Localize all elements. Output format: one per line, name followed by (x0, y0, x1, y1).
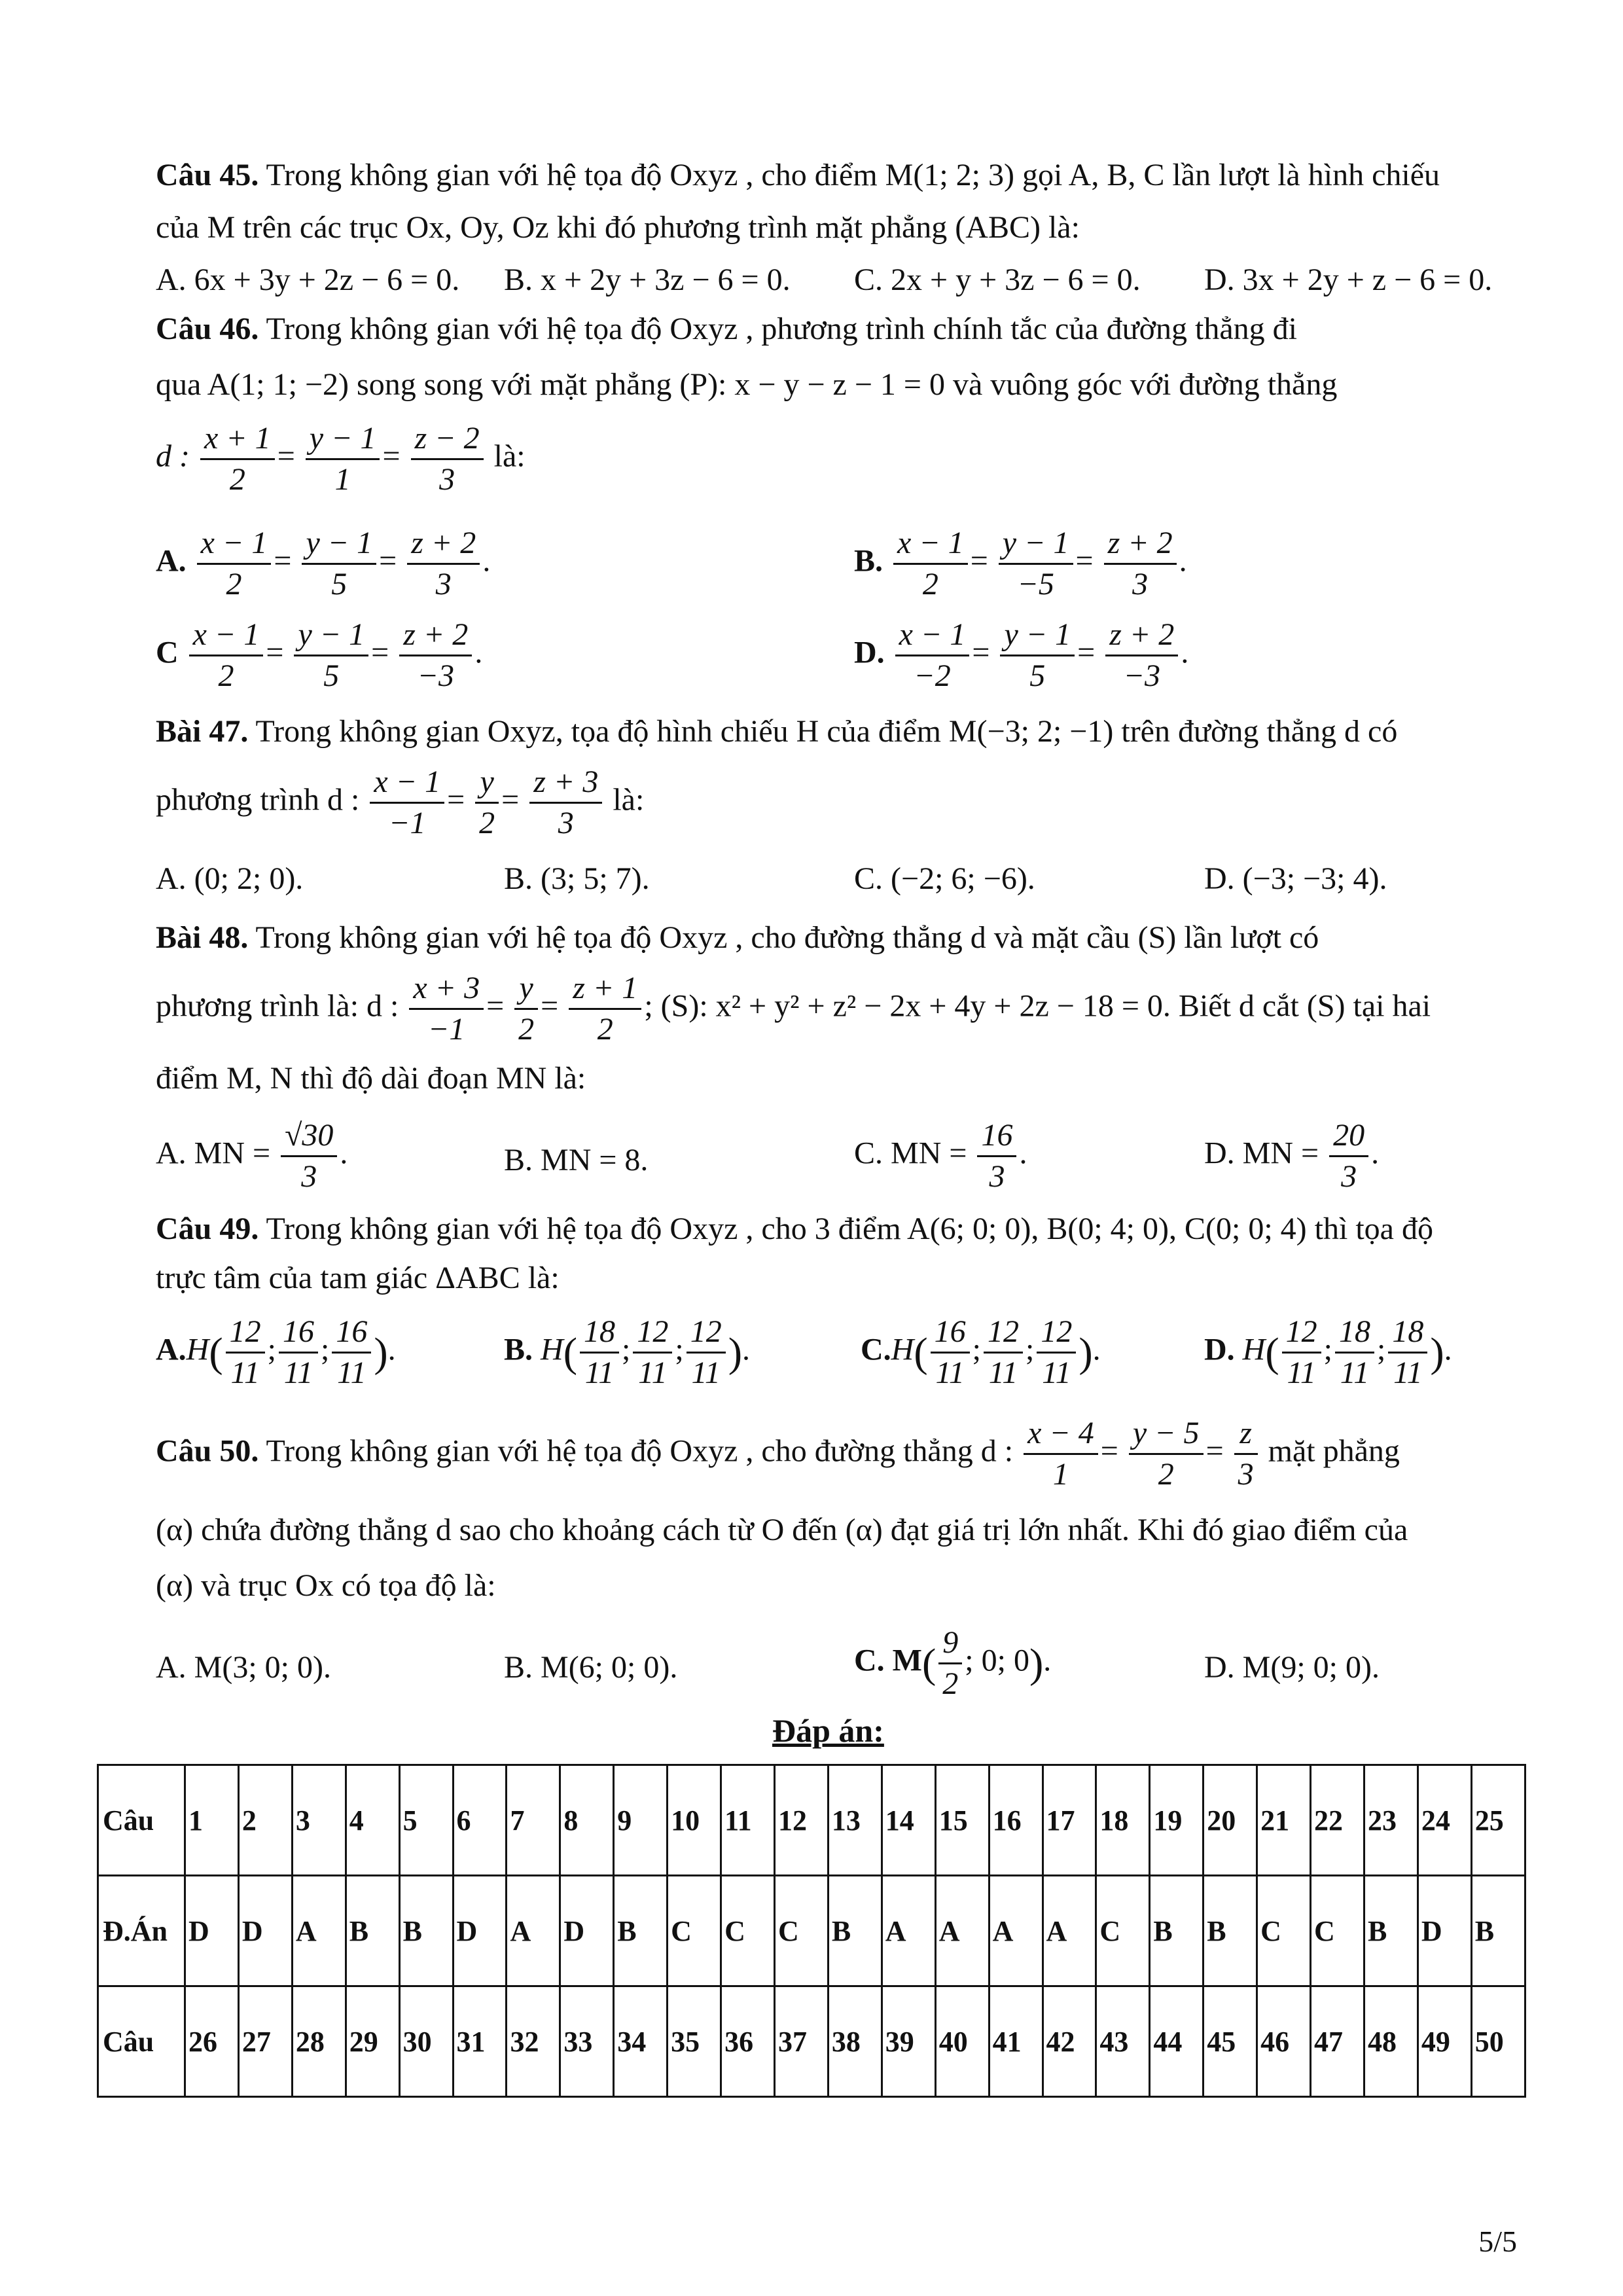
q46-line2: qua A(1; 1; −2) song song với mặt phẳng (P): x − y − z − 1 = 0 và vuông góc với đường thẳng (156, 367, 1338, 402)
q46-option-d: D. $\frac{x - 1}{-2}$ = $\frac{y - 1}{5}$ = $\frac{z + 2}{-3}$ . (854, 615, 1188, 696)
table-cell: 34 (614, 1986, 668, 2097)
q46-option-c: C $\frac{x - 1}{2}$ = $\frac{y - 1}{5}$ = $\frac{z + 2}{-3}$ . (156, 615, 482, 696)
q49-option-b: B. H( $\frac{18}{11}$ ; $\frac{12}{11}$ ; $\frac{12}{11}$ ). (504, 1312, 750, 1393)
q46-d-prefix: d : (156, 439, 190, 474)
table-cell: 28 (292, 1986, 346, 2097)
table-cell: 20 (1204, 1765, 1257, 1876)
table-cell: 47 (1311, 1986, 1364, 2097)
q45-option-c: C. 2x + y + 3z − 6 = 0. (854, 262, 1141, 297)
table-cell: 44 (1150, 1986, 1204, 2097)
q49-option-a: A.H( $\frac{12}{11}$ ; $\frac{16}{11}$ ; $\frac{16}{11}$ ). (156, 1312, 396, 1393)
q46-line1 (156, 311, 1297, 347)
table-cell: 43 (1096, 1986, 1150, 2097)
table-cell: B (1204, 1876, 1257, 1986)
table-cell: A (1043, 1876, 1096, 1986)
row-label: Câu (98, 1986, 185, 2097)
q48-text1: Trong không gian với hệ tọa độ Oxyz , cho đường thẳng d và mặt cầu (S) lần lượt có (255, 920, 1319, 955)
table-cell: B (1471, 1876, 1525, 1986)
q48-label: Bài 48. (156, 920, 249, 955)
table-cell: 30 (399, 1986, 453, 2097)
table-cell: 15 (935, 1765, 989, 1876)
table-cell: 46 (1257, 1986, 1311, 2097)
table-cell: 11 (721, 1765, 775, 1876)
table-cell: 42 (1043, 1986, 1096, 2097)
table-cell: 33 (560, 1986, 614, 2097)
table-cell: 37 (774, 1986, 828, 2097)
q48-line3: điểm M, N thì độ dài đoạn MN là: (156, 1061, 586, 1096)
table-cell: B (828, 1876, 882, 1986)
answer-title: Đáp án: (772, 1712, 884, 1749)
table-cell: 22 (1311, 1765, 1364, 1876)
table-cell: A (882, 1876, 935, 1986)
q49-line2: trực tâm của tam giác ΔABC là: (156, 1261, 560, 1295)
q50-line3: (α) và trục Ox có tọa độ là: (156, 1568, 496, 1603)
table-cell: 25 (1471, 1765, 1525, 1876)
table-cell: 39 (882, 1986, 935, 2097)
table-cell: D (453, 1876, 507, 1986)
table-cell: 2 (238, 1765, 292, 1876)
q49-option-d: D. H( $\frac{12}{11}$ ; $\frac{18}{11}$ ; $\frac{18}{11}$ ). (1204, 1312, 1452, 1393)
table-cell: C (1257, 1876, 1311, 1986)
q45-text1: Trong không gian với hệ tọa độ Oxyz , cho điểm M(1; 2; 3) gọi A, B, C lần lượt là hình chiếu (266, 158, 1440, 192)
q50-option-d: D. M(9; 0; 0). (1204, 1650, 1380, 1685)
table-cell: C (1096, 1876, 1150, 1986)
table-cell: 13 (828, 1765, 882, 1876)
q46-option-b: B. $\frac{x - 1}{2}$ = $\frac{y - 1}{-5}$ = $\frac{z + 2}{3}$ . (854, 524, 1187, 604)
table-cell: C (721, 1876, 775, 1986)
table-cell: D (1418, 1876, 1471, 1986)
q50-option-c: C. M( $\frac{9}{2}$ ; 0; 0). (854, 1623, 1051, 1704)
table-row (98, 1765, 1525, 1876)
q48-option-c: C. MN = $\frac{16}{3}$ . (854, 1116, 1027, 1196)
q50-option-a: A. M(3; 0; 0). (156, 1650, 331, 1685)
table-cell: D (238, 1876, 292, 1986)
q49-text1: Trong không gian với hệ tọa độ Oxyz , cho 3 điểm A(6; 0; 0), B(0; 4; 0), C(0; 0; 4) thì tọa độ (266, 1211, 1433, 1246)
q47-text1: Trong không gian Oxyz, tọa độ hình chiếu H của điểm M(−3; 2; −1) trên đường thẳng d có (255, 714, 1398, 749)
table-cell: 29 (346, 1986, 399, 2097)
page-number: 5/5 (1478, 2225, 1517, 2258)
table-cell: B (346, 1876, 399, 1986)
table-cell: 45 (1204, 1986, 1257, 2097)
table-cell: C (774, 1876, 828, 1986)
table-cell: 26 (185, 1986, 239, 2097)
table-cell: 24 (1418, 1765, 1471, 1876)
table-cell: 21 (1257, 1765, 1311, 1876)
q46-d-frac1: $\frac{x + 1}{2}$ (200, 419, 275, 499)
q46-text1: Trong không gian với hệ tọa độ Oxyz , phương trình chính tắc của đường thẳng đi (266, 312, 1298, 346)
table-cell: A (989, 1876, 1043, 1986)
q47-option-b: B. (3; 5; 7). (504, 861, 650, 896)
q45-option-a: A. 6x + 3y + 2z − 6 = 0. (156, 262, 460, 297)
table-cell: 3 (292, 1765, 346, 1876)
table-cell: 35 (668, 1986, 721, 2097)
table-cell: 16 (989, 1765, 1043, 1876)
table-cell: 7 (507, 1765, 560, 1876)
table-cell: 36 (721, 1986, 775, 2097)
row-label: Câu (98, 1765, 185, 1876)
q49-label: Câu 49. (156, 1211, 259, 1246)
q50-line1: Câu 50. Trong không gian với hệ tọa độ Oxyz , cho đường thẳng d : $\frac{x - 4}{1}$ = $\frac{y - 5}{2}$ = $\frac{z}{3}$ mặt phẳng (156, 1414, 1400, 1494)
table-cell: 10 (668, 1765, 721, 1876)
table-cell: 9 (614, 1765, 668, 1876)
q46-d-suffix: là: (493, 439, 526, 474)
q47-label: Bài 47. (156, 714, 249, 749)
table-row (98, 1986, 1525, 2097)
table-cell: 40 (935, 1986, 989, 2097)
table-cell: D (185, 1876, 239, 1986)
q46-label: Câu 46. (156, 312, 259, 346)
table-cell: 48 (1364, 1986, 1418, 2097)
q45-label: Câu 45. (156, 158, 259, 192)
table-cell: 12 (774, 1765, 828, 1876)
table-cell: 4 (346, 1765, 399, 1876)
table-cell: 49 (1418, 1986, 1471, 2097)
table-cell: B (1150, 1876, 1204, 1986)
answer-table (97, 1764, 1526, 2098)
table-cell: A (935, 1876, 989, 1986)
table-cell: 23 (1364, 1765, 1418, 1876)
q46-option-a: A. $\frac{x - 1}{2}$ = $\frac{y - 1}{5}$ = $\frac{z + 2}{3}$ . (156, 524, 490, 604)
q48-option-a: A. MN = $\frac{√30}{3}$ . (156, 1116, 348, 1196)
table-cell: 6 (453, 1765, 507, 1876)
table-cell: 19 (1150, 1765, 1204, 1876)
table-cell: 17 (1043, 1765, 1096, 1876)
table-cell: 32 (507, 1986, 560, 2097)
q49-line1 (156, 1211, 1433, 1247)
table-cell: 8 (560, 1765, 614, 1876)
q45-option-d: D. 3x + 2y + z − 6 = 0. (1204, 262, 1493, 297)
table-cell: 50 (1471, 1986, 1525, 2097)
q47-option-d: D. (−3; −3; 4). (1204, 861, 1387, 896)
q46-d-frac2: $\frac{y - 1}{1}$ (306, 419, 380, 499)
table-cell: 31 (453, 1986, 507, 2097)
table-cell: 41 (989, 1986, 1043, 2097)
table-row (98, 1876, 1525, 1986)
table-cell: C (668, 1876, 721, 1986)
q47-option-c: C. (−2; 6; −6). (854, 861, 1035, 896)
table-cell: 27 (238, 1986, 292, 2097)
q46-d-frac3: $\frac{z - 2}{3}$ (411, 419, 484, 499)
q46-line3: d : $\frac{x + 1}{2}$ = $\frac{y - 1}{1}$ = $\frac{z - 2}{3}$ là: (156, 419, 526, 499)
table-cell: B (614, 1876, 668, 1986)
q48-line2: phương trình là: d : $\frac{x + 3}{-1}$ = $\frac{y}{2}$ = $\frac{z + 1}{2}$ ; (S): x² + y² + z² − 2x + 4y + 2z − 18 = 0. Biết d cắt (S) tại hai (156, 969, 1431, 1049)
q50-line2: (α) chứa đường thẳng d sao cho khoảng cách từ O đến (α) đạt giá trị lớn nhất. Khi đó giao điểm của (156, 1513, 1408, 1547)
table-cell: C (1311, 1876, 1364, 1986)
q48-line1 (156, 920, 1319, 956)
q49-option-c: C.H( $\frac{16}{11}$ ; $\frac{12}{11}$ ; $\frac{12}{11}$ ). (861, 1312, 1101, 1393)
q45-line2: của M trên các trục Ox, Oy, Oz khi đó phương trình mặt phẳng (ABC) là: (156, 210, 1080, 245)
table-cell: 14 (882, 1765, 935, 1876)
table-cell: B (1364, 1876, 1418, 1986)
q48-option-d: D. MN = $\frac{20}{3}$ . (1204, 1116, 1379, 1196)
table-cell: 18 (1096, 1765, 1150, 1876)
table-cell: D (560, 1876, 614, 1986)
q48-option-b: B. MN = 8. (504, 1143, 649, 1177)
q45-option-b: B. x + 2y + 3z − 6 = 0. (504, 262, 791, 297)
q47-option-a: A. (0; 2; 0). (156, 861, 304, 896)
table-cell: A (292, 1876, 346, 1986)
q47-line2: phương trình d : $\frac{x - 1}{-1}$ = $\frac{y}{2}$ = $\frac{z + 3}{3}$ là: (156, 762, 644, 843)
q47-line1 (156, 713, 1397, 749)
table-cell: 38 (828, 1986, 882, 2097)
table-cell: 1 (185, 1765, 239, 1876)
table-cell: B (399, 1876, 453, 1986)
row-label: Đ.Án (98, 1876, 185, 1986)
table-cell: 5 (399, 1765, 453, 1876)
q45-line1 (156, 157, 1440, 193)
table-cell: A (507, 1876, 560, 1986)
q50-option-b: B. M(6; 0; 0). (504, 1650, 678, 1685)
